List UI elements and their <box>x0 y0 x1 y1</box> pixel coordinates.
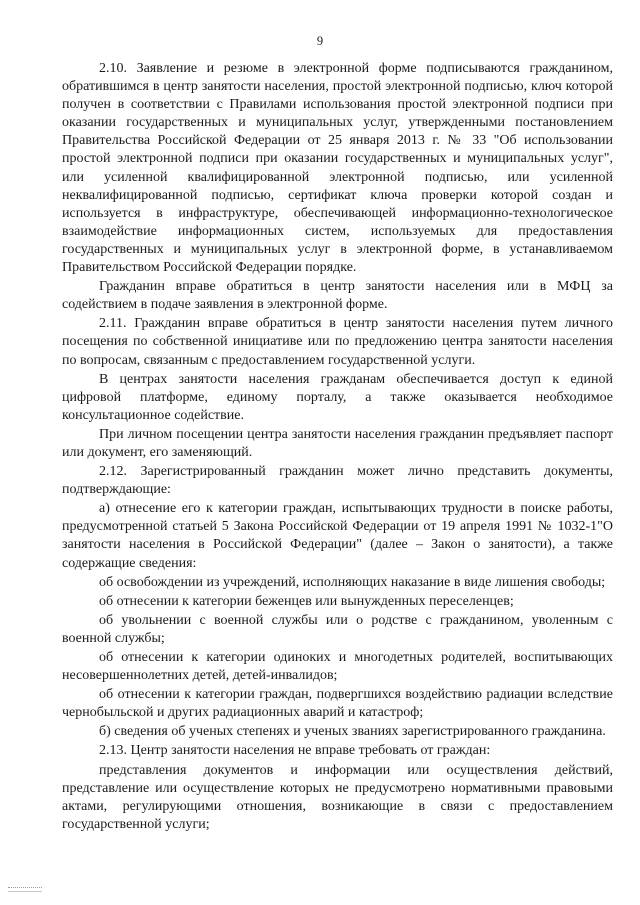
paragraph-item-a: а) отнесение его к категории граждан, испытывающих трудности в поиске работы, предусмотренной статьей 5 Закона Российской Федерации от 19 апреля 1991 № 1032-1"О занятости населения в Российской Федерации" (далее – Закон о занятости), а также содержащие сведения: <box>62 501 613 571</box>
paragraph-item-b: б) сведения об ученых степенях и ученых званиях зарегистрированного гражданина. <box>99 724 606 740</box>
paragraph-requirements: представления документов и информации или осуществления действий, представление или осуществление которых не предусмотрено нормативными правовыми актами, регулирующими отношения, возникающие в связи с предоставлением государственной услуги; <box>62 762 613 832</box>
page-number: 9 <box>316 34 324 48</box>
paragraph-passport: При личном посещении центра занятости населения гражданин предъявляет паспорт или документ, его заменяющий. <box>62 426 613 460</box>
paragraph-2-13: 2.13. Центр занятости населения не вправе требовать от граждан: <box>99 743 491 759</box>
footer-divider <box>8 887 42 888</box>
paragraph-2-12: 2.12. Зарегистрированный гражданин может лично представить документы, подтверждающие: <box>62 464 613 498</box>
paragraph-refugees: об отнесении к категории беженцев или вынужденных переселенцев; <box>99 593 514 609</box>
footer-divider-secondary <box>8 891 42 892</box>
paragraph-military: об увольнении с военной службы или о родстве с гражданином, уволенным с военной службы; <box>62 612 613 646</box>
paragraph-parents: об отнесении к категории одиноких и многодетных родителей, воспитывающих несовершеннолетних детей, детей-инвалидов; <box>62 650 613 684</box>
paragraph-2-11: 2.11. Гражданин вправе обратиться в центр занятости населения путем личного посещения по собственной инициативе или по предложению центра занятости населения по вопросам, связанным с предоставлением государственной услуги. <box>62 316 613 368</box>
paragraph-2-10: 2.10. Заявление и резюме в электронной форме подписываются гражданином, обратившимся в центр занятости населения, простой электронной подписью, ключ которой получен в соответствии с Правилами использования простой электронной подписи при оказании государственных и муниципальных услуг, утвержденными постановлением Правительства Российской Федерации от 25 января 2013 г. № 33 "Об использовании простой электронной подписи при оказании государственных и муниципальных услуг", или усиленной квалифицированной электронной подписью, или усиленной неквалифицированной подписью, сертификат ключа проверки которой создан и используется в инфраструктуре, обеспечивающей информационно-технологическое взаимодействие информационных систем, используемых для предоставления государственных и муниципальных услуг в электронной форме, в устанавливаемом Правительством Российской Федерации порядке. <box>62 61 613 276</box>
paragraph-radiation: об отнесении к категории граждан, подвергшихся воздействию радиации вследствие чернобыльской и других радиационных аварий и катастроф; <box>62 687 613 721</box>
paragraph-digital-platform: В центрах занятости населения гражданам обеспечивается доступ к единой цифровой платформе, единому порталу, а также оказывается необходимое консультационное содействие. <box>62 371 613 423</box>
paragraph-release: об освобождении из учреждений, исполняющих наказание в виде лишения свободы; <box>99 574 606 590</box>
paragraph-mfc: Гражданин вправе обратиться в центр занятости населения или в МФЦ за содействием в подаче заявления в электронной форме. <box>62 279 613 313</box>
document-body <box>62 60 613 834</box>
